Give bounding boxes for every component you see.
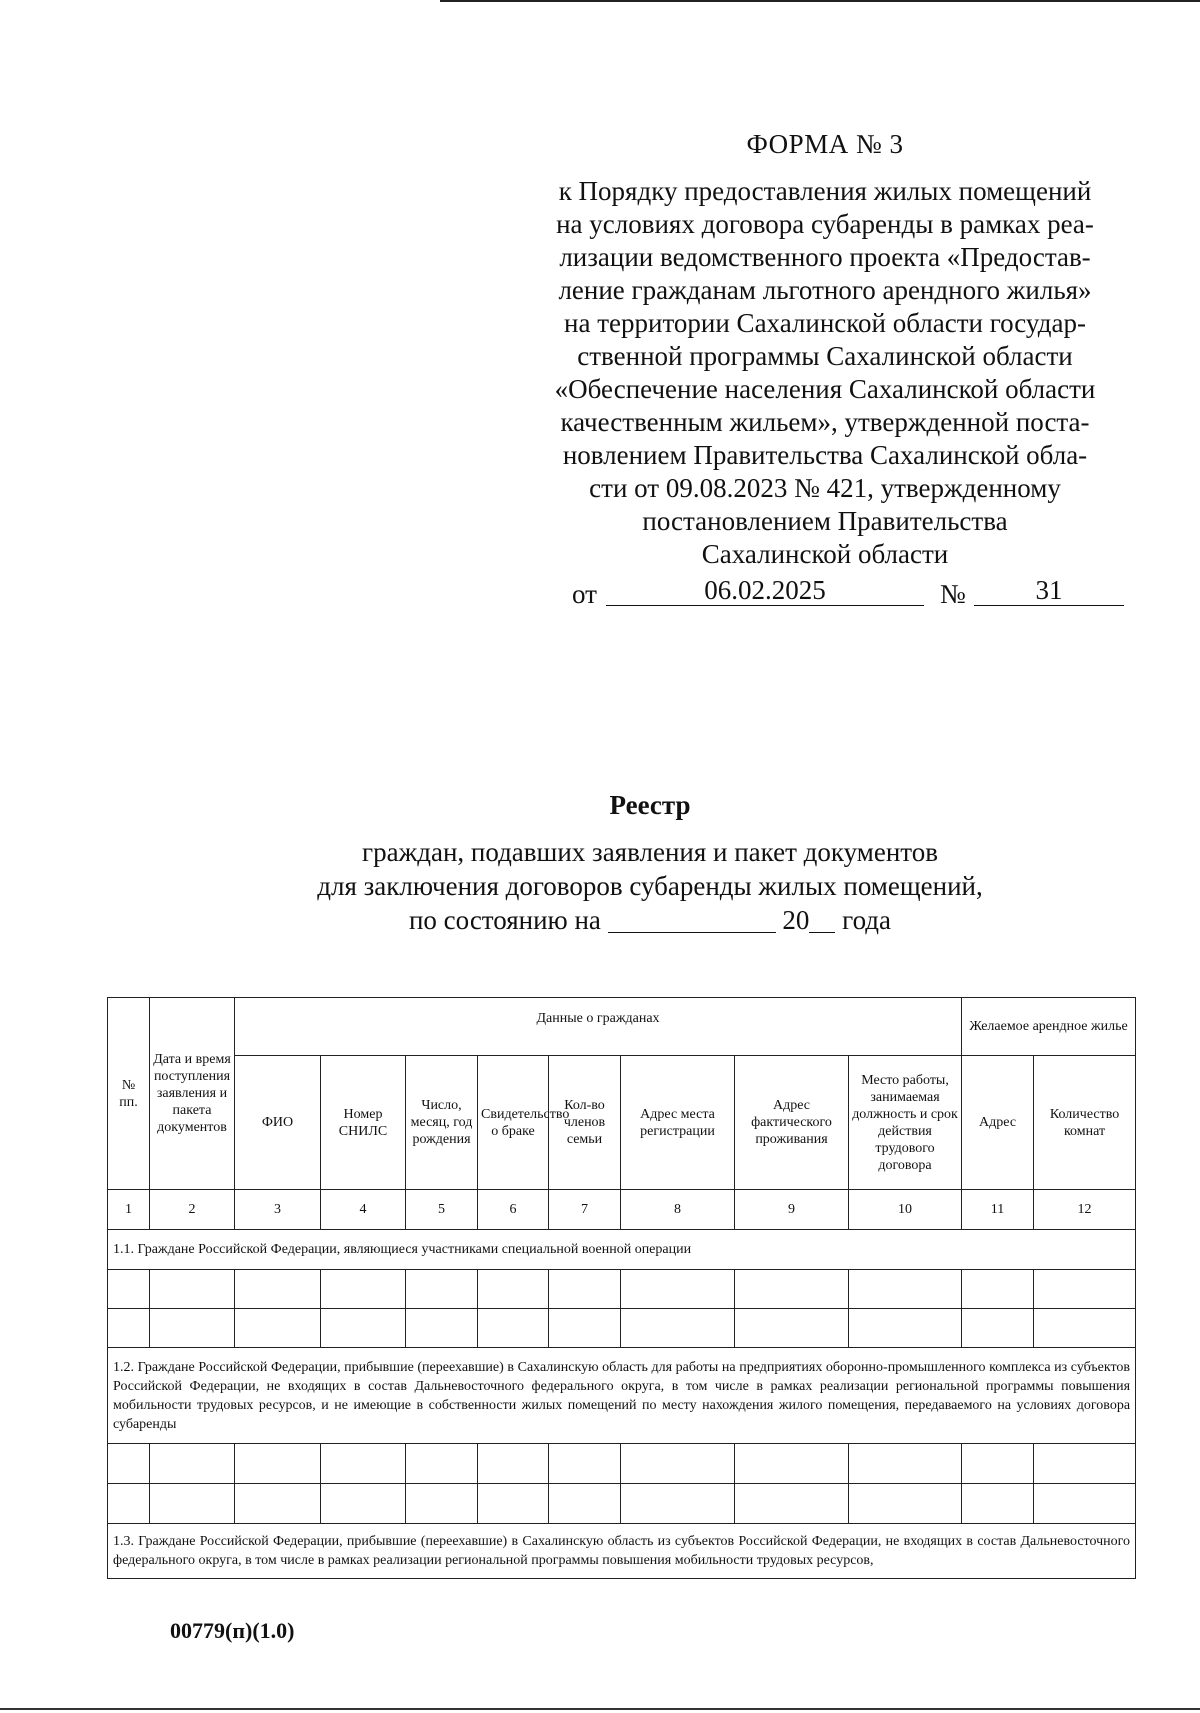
registry-subtitle-line: граждан, подавших заявления и пакет документов [362, 837, 938, 867]
header-marriage-certificate: Свидетельство о браке [478, 1056, 549, 1190]
registry-subtitle-line: для заключения договоров субаренды жилых помещений, [317, 871, 983, 901]
form-title: ФОРМА № 3 [746, 129, 904, 159]
table-row [108, 1309, 1136, 1348]
header-line: к Порядку предоставления жилых помещений [558, 176, 1092, 206]
resolution-number-field: 31 [974, 575, 1124, 606]
header-address: Адрес [962, 1056, 1034, 1190]
header-snils: Номер СНИЛС [321, 1056, 406, 1190]
header-line: Сахалинской области [701, 539, 949, 569]
header-line: ление гражданам льготного арендного жилья» [558, 275, 1092, 305]
header-actual-address: Адрес фактического проживания [735, 1056, 849, 1190]
resolution-date-line [568, 575, 1128, 611]
section-1-3: 1.3. Граждане Российской Федерации, прибывшие (переехавшие) в Сахалинскую область из субъектов Российской Федерации, не входящих в состав Дальневосточного федерального округа, в том числе в рамках реализации региональной программы повышения мобильности трудовых ресурсов, [108, 1524, 1136, 1579]
column-number: 6 [478, 1190, 549, 1230]
header-line: лизации ведомственного проекта «Предостав- [559, 242, 1091, 272]
column-number: 2 [150, 1190, 235, 1230]
as-of-date-blank [608, 906, 776, 933]
top-edge-rule [440, 0, 1200, 2]
table-row [108, 1484, 1136, 1524]
header-line: постановлением Правительства [642, 506, 1008, 536]
section-1-2: 1.2. Граждане Российской Федерации, прибывшие (переехавшие) в Сахалинскую область для работы на предприятиях оборонно-промышленного комплекса из субъектов Российской Федерации, не входящих в состав Дальневосточного федерального округа, в том числе в рамках реализации региональной программы повышения мобильности трудовых ресурсов, и не имеющие в собственности жилых помещений по месту нахождения жилого помещения, передаваемого на условиях договора субаренды [108, 1348, 1136, 1444]
from-label: от [572, 579, 597, 609]
year-blank [809, 906, 835, 933]
column-number: 7 [549, 1190, 621, 1230]
header-no: № пп. [108, 998, 150, 1190]
year-prefix: 20 [782, 905, 810, 935]
column-number: 1 [108, 1190, 150, 1230]
column-number: 9 [735, 1190, 849, 1230]
header-family-size: Кол-во членов семьи [549, 1056, 621, 1190]
year-label: года [842, 905, 892, 935]
resolution-date-field: 06.02.2025 [606, 575, 924, 606]
column-number: 4 [321, 1190, 406, 1230]
header-registration-address: Адрес места регистрации [621, 1056, 735, 1190]
column-number: 10 [849, 1190, 962, 1230]
header-date-received: Дата и время поступления заявления и пакета документов [150, 998, 235, 1190]
column-number: 8 [621, 1190, 735, 1230]
approval-header [520, 128, 1130, 571]
header-desired-housing: Желаемое арендное жилье [962, 998, 1136, 1056]
header-line: качественным жильем», утвержденной поста- [560, 407, 1090, 437]
column-number: 3 [235, 1190, 321, 1230]
as-of-label: по состоянию на [408, 905, 601, 935]
header-line: на территории Сахалинской области государ- [564, 308, 1086, 338]
column-number: 11 [962, 1190, 1034, 1230]
column-number: 5 [406, 1190, 478, 1230]
bottom-edge-rule [0, 1708, 1200, 1710]
header-workplace: Место работы, занимаемая должность и срок действия трудового договора [849, 1056, 962, 1190]
header-line: «Обеспечение населения Сахалинской области [554, 374, 1096, 404]
table-row [108, 1270, 1136, 1309]
header-line: ственной программы Сахалинской области [577, 341, 1073, 371]
header-rooms: Количество комнат [1034, 1056, 1136, 1190]
header-line: на условиях договора субаренды в рамках реа- [556, 209, 1094, 239]
header-birth-date: Число, месяц, год рождения [406, 1056, 478, 1190]
number-label: № [940, 579, 966, 609]
registry-table [107, 997, 1136, 1579]
registry-subtitle [0, 835, 1200, 937]
table-row [108, 1444, 1136, 1484]
header-fio: ФИО [235, 1056, 321, 1190]
header-citizen-data: Данные о гражданах [235, 998, 962, 1056]
document-code: 00779(п)(1.0) [170, 1618, 295, 1643]
column-number: 12 [1034, 1190, 1136, 1230]
section-1-1: 1.1. Граждане Российской Федерации, являющиеся участниками специальной военной операции [108, 1230, 1136, 1270]
registry-subtitle-line [0, 903, 1200, 937]
registry-title: Реестр [609, 790, 691, 820]
header-line: новлением Правительства Сахалинской обла- [562, 440, 1088, 470]
header-line: сти от 09.08.2023 № 421, утвержденному [589, 473, 1061, 503]
